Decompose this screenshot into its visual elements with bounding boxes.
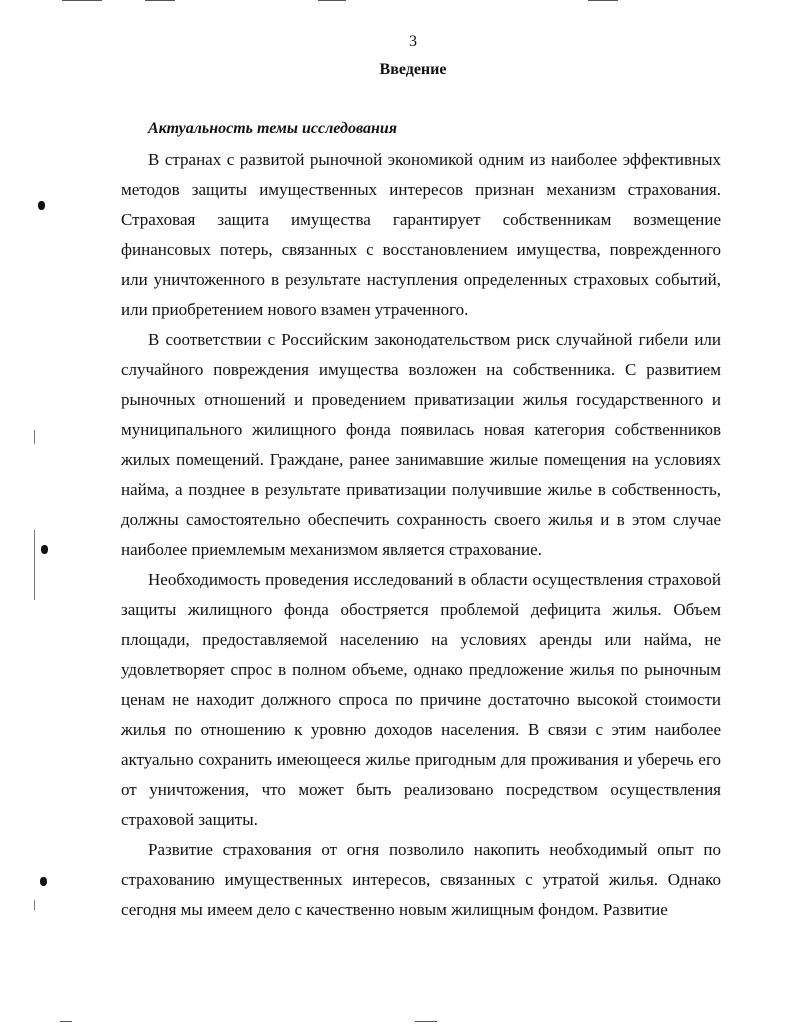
scan-edge-line-top-3 [318,0,346,1]
scan-left-rule [34,430,35,444]
scan-edge-line-bottom-2 [415,1021,437,1022]
paragraph-4: Развитие страхования от огня позволило накопить необходимый опыт по страхованию имущественных интересов, связанных с утратой жилья. Однако сегодня мы имеем дело с качественно новым жилищным фондом. Развитие [121,840,721,919]
section-subheading: Актуальность темы исследования [148,120,397,137]
scan-edge-line-bottom-1 [60,1021,72,1022]
scan-left-rule [34,900,35,910]
scan-edge-line-top-2 [145,0,175,1]
page-title: Введение [379,61,447,78]
scan-punch-mark [38,201,45,210]
paragraph-3: Необходимость проведения исследований в области осуществления страховой защиты жилищного фонда обостряется проблемой дефицита жилья. Объем площади, предоставляемой населению на условиях аренды или найма, не удовлетворяет спрос в полном объеме, однако предложение жилья по рыночным ценам не находит должного спроса по причине достаточно высокой стоимости жилья по отношению к уровню доходов населения. В связи с этим наиболее актуально сохранить имеющееся жилье пригодным для проживания и уберечь его от уничтожения, что может быть реализовано посредством осуществления страховой защиты. [121,570,721,829]
scan-edge-line-top-1 [62,0,102,1]
page-number: 3 [409,33,417,50]
scan-punch-mark [40,877,47,886]
scan-edge-line-top-4 [588,0,618,1]
scan-punch-mark [41,545,48,554]
body-text [121,145,721,925]
paragraph-1: В странах с развитой рыночной экономикой одним из наиболее эффективных методов защиты имущественных интересов признан механизм страхования. Страховая защита имущества гарантирует собственникам возмещение финансовых потерь, связанных с восстановлением имущества, поврежденного или уничтоженного в результате наступления определенных страховых событий, или приобретением нового взамен утраченного. [121,150,721,319]
paragraph-2: В соответствии с Российским законодательством риск случайной гибели или случайного повреждения имущества возложен на собственника. С развитием рыночных отношений и проведением приватизации жилья государственного и муниципального жилищного фонда появилась новая категория собственников жилых помещений. Граждане, ранее занимавшие жилые помещения на условиях найма, а позднее в результате приватизации получившие жилье в собственность, должны самостоятельно обеспечить сохранность своего жилья и в этом случае наиболее приемлемым механизмом является страхование. [121,330,721,559]
scan-left-rule [34,530,35,600]
